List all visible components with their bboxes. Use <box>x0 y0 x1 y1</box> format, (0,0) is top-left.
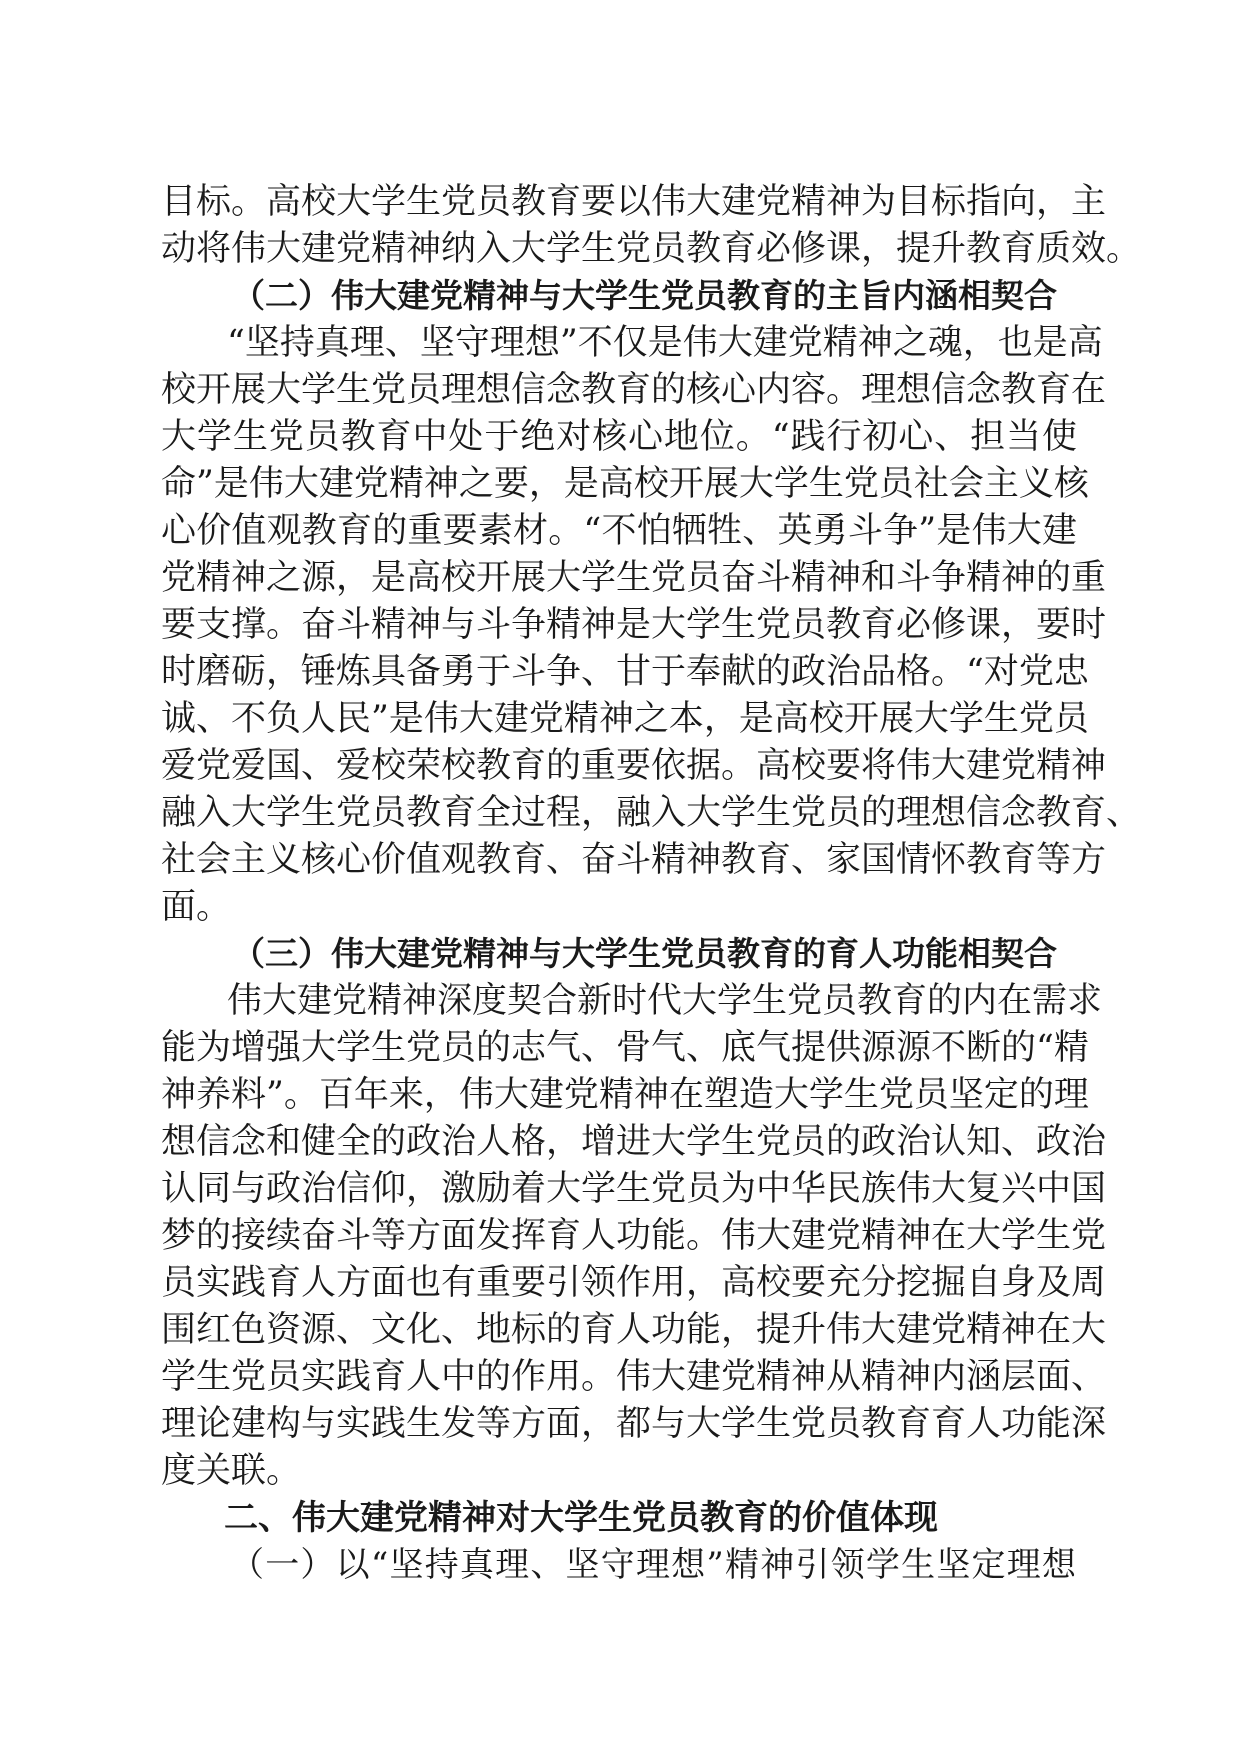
body-text-line: 爱党爱国、爱校荣校教育的重要依据。高校要将伟大建党精神 <box>161 746 1107 786</box>
body-text-line: 命”是伟大建党精神之要，是高校开展大学生党员社会主义核 <box>161 464 1089 504</box>
body-text-line: 动将伟大建党精神纳入大学生党员教育必修课，提升教育质效。 <box>161 229 1142 269</box>
body-text-line: 要支撑。奋斗精神与斗争精神是大学生党员教育必修课，要时 <box>161 605 1107 645</box>
body-text-line: 能为增强大学生党员的志气、骨气、底气提供源源不断的“精 <box>161 1028 1089 1068</box>
body-text-line: 校开展大学生党员理想信念教育的核心内容。理想信念教育在 <box>161 370 1107 410</box>
body-text-line: 理论建构与实践生发等方面，都与大学生党员教育育人功能深 <box>161 1404 1107 1444</box>
body-text-line: 诚、不负人民”是伟大建党精神之本，是高校开展大学生党员 <box>161 699 1089 739</box>
body-text-line: 社会主义核心价值观教育、奋斗精神教育、家国情怀教育等方 <box>161 840 1107 880</box>
body-text-line: 时磨砺，锤炼具备勇于斗争、甘于奉献的政治品格。“对党忠 <box>161 652 1089 692</box>
subsection-heading: （三）伟大建党精神与大学生党员教育的育人功能相契合 <box>232 934 1057 973</box>
body-text-line: 围红色资源、文化、地标的育人功能，提升伟大建党精神在大 <box>161 1310 1107 1350</box>
section-heading: 二、伟大建党精神对大学生党员教育的价值体现 <box>224 1498 938 1538</box>
body-text-line: 面。 <box>161 887 232 927</box>
body-text-line: 融入大学生党员教育全过程，融入大学生党员的理想信念教育、 <box>161 793 1142 833</box>
body-text-line: 度关联。 <box>161 1451 302 1491</box>
subsection-heading: （二）伟大建党精神与大学生党员教育的主旨内涵相契合 <box>232 276 1057 315</box>
body-text-line: 神养料”。百年来，伟大建党精神在塑造大学生党员坚定的理 <box>161 1075 1089 1115</box>
body-text-line: 目标。高校大学生党员教育要以伟大建党精神为目标指向，主 <box>161 182 1107 222</box>
body-text-line: 心价值观教育的重要素材。“不怕牺牲、英勇斗争”是伟大建 <box>161 511 1077 551</box>
body-text-line: “坚持真理、坚守理想”不仅是伟大建党精神之魂，也是高 <box>227 323 1103 363</box>
body-text-line: 伟大建党精神深度契合新时代大学生党员教育的内在需求 <box>227 981 1103 1021</box>
body-text-line: 党精神之源，是高校开展大学生党员奋斗精神和斗争精神的重 <box>161 558 1107 598</box>
subsection-heading: （一）以“坚持真理、坚守理想”精神引领学生坚定理想 <box>230 1545 1076 1585</box>
body-text-line: 想信念和健全的政治人格，增进大学生党员的政治认知、政治 <box>161 1122 1107 1162</box>
body-text-line: 认同与政治信仰，激励着大学生党员为中华民族伟大复兴中国 <box>161 1169 1107 1209</box>
body-text-line: 梦的接续奋斗等方面发挥育人功能。伟大建党精神在大学生党 <box>161 1216 1107 1256</box>
body-text-line: 学生党员实践育人中的作用。伟大建党精神从精神内涵层面、 <box>161 1357 1107 1397</box>
body-text-line: 员实践育人方面也有重要引领作用，高校要充分挖掘自身及周 <box>161 1263 1107 1303</box>
body-text-line: 大学生党员教育中处于绝对核心地位。“践行初心、担当使 <box>161 417 1077 457</box>
